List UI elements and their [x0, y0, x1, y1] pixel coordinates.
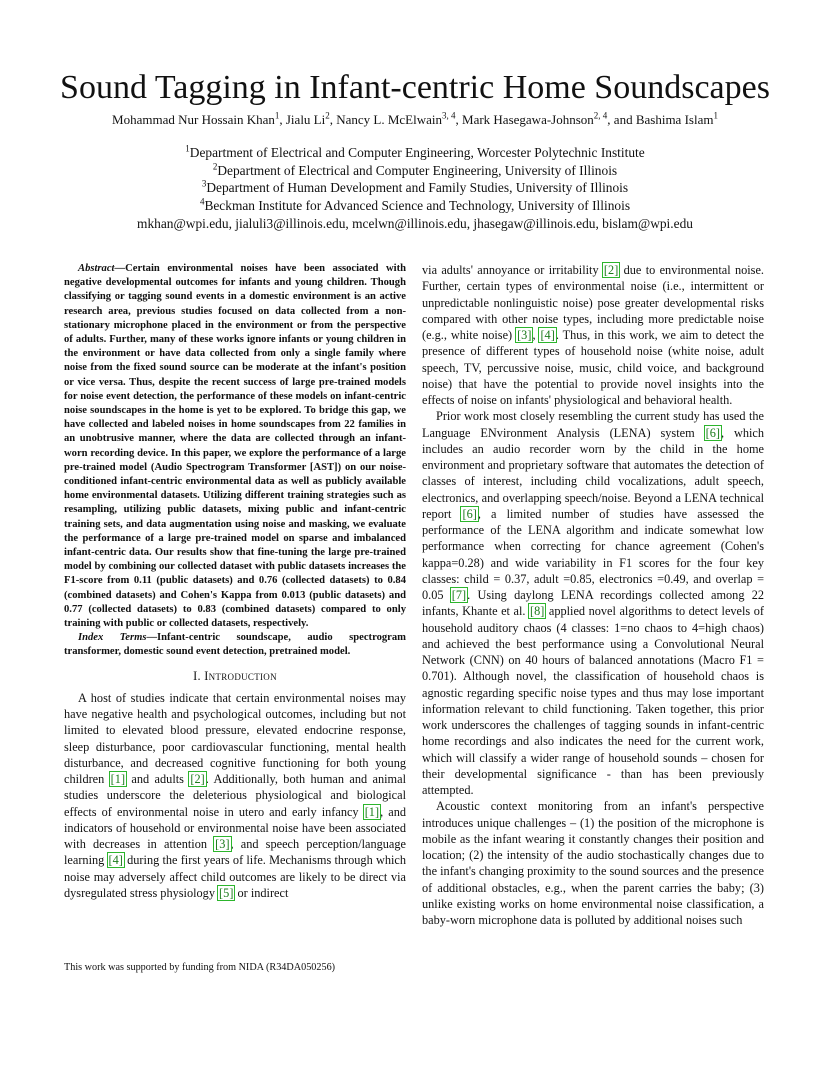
section-title: Introduction: [204, 668, 277, 683]
body-text: , and speech perception/language learning: [64, 837, 406, 868]
affiliation-text: Department of Electrical and Computer Engineering, Worcester Polytechnic Institute: [189, 145, 645, 160]
citation-number[interactable]: 8: [534, 604, 541, 619]
body-text: due to environmental noise. Further, certain types of environmental noise (i.e., intermittent or unpredictable nonlinguistic noise) pose greater developmental risks compared with other noise types, including more predictable noise (e.g., white noise): [422, 263, 764, 342]
affiliation-text: Department of Electrical and Computer Engineering, University of Illinois: [217, 162, 618, 178]
body-text: A host of studies indicate that certain environmental noises may have negative health and psychological outcomes, including but not limited to elevated blood pressure, elevated endocrine response, sleep disturbance, poor cardiovascular functioning, mental health disturbance, and decreased cognitive functioning for both young children: [64, 690, 406, 787]
body-paragraph: [422, 262, 764, 408]
author-name: Jialu Li: [285, 112, 326, 127]
abstract: Abstract—Certain environmental noises have been associated with negative developmental outcomes for infants and young children. Though classifying or tagging sound events in a domestic environment is an active research area, previous studies focused on data collected from a non-stationary microphone placed in the environment or from the perspective of adults. Further, many of these works ignore infants or young children in the environment or have data collected from only a single family where noise from the fixed sound source can be moderate at the infant's position or vice versa. Thus, despite the recent success of large pre-trained models for noise event detection, the performance of these models on infant-centric noise soundscapes in the home is yet to be explored. To bridge this gap, we have collected and labeled noises in home soundscapes from 22 families in an unobtrusive manner, where the data are collected through an infant-worn recording device. In this paper, we explore the performance of a large pre-trained model (Audio Spectrogram Transformer [AST]) on our noise-conditioned infant-centric environmental data as well as publicly available home environmental datasets. Utilizing different training strategies such as resampling, utilizing public datasets, mixing public and infant-centric training sets, and data augmentation using noise and masking, we evaluate the performance of a large pre-trained model on sparse and imbalanced infant-centric data. Our results show that fine-tuning the large pre-trained model by combining our collected dataset with public datasets increases the F1-score from 0.11 (public datasets) and 0.76 (collected datasets) to 0.84 (combined datasets) and Cohen's Kappa from 0.013 (public datasets) and 0.77 (collected datasets) to 0.83 (combined datasets) compared to only training with public or collected datasets, respectively.: [64, 263, 406, 630]
left-column: [64, 262, 406, 901]
citation-link[interactable]: [5]: [219, 885, 234, 900]
affiliation-line: [60, 197, 770, 215]
abstract-lead: Abstract: [78, 263, 115, 274]
index-terms-lead: Index Terms: [78, 632, 147, 644]
affiliation-line: [60, 179, 770, 197]
affiliation-number: 1: [185, 143, 190, 154]
affiliation-text: Beckman Institute for Advanced Science and Technology, University of Illinois: [204, 198, 631, 214]
right-column: [422, 262, 764, 928]
body-text: via adults' annoyance or irritability: [422, 263, 603, 277]
citation-number[interactable]: 6: [466, 506, 473, 521]
body-paragraph: [422, 408, 764, 798]
author-name: Mohammad Nur Hossain Khan: [112, 112, 275, 127]
author-affiliation-mark: 3, 4: [442, 110, 456, 121]
body-paragraph: [422, 798, 764, 928]
citation-number[interactable]: 1: [114, 772, 121, 787]
index-terms: Index Terms—Infant-centric soundscape, audio spectrogram transformer, domestic sound event detection, pretrained model.: [64, 632, 406, 658]
citation-link[interactable]: [4]: [108, 853, 123, 868]
author-list: Mohammad Nur Hossain Khan$^1$, Jialu Li$^2$, Nancy L. McElwain$^{3, 4}$, Mark Hasegawa-Johnson$^{2, 4}$, and Bashima Islam$^1$: [112, 110, 718, 127]
citation-number[interactable]: 5: [223, 885, 230, 900]
section-heading-introduction: [64, 668, 406, 684]
citation-number[interactable]: 3: [521, 328, 528, 342]
citation-number[interactable]: 4: [544, 328, 551, 342]
affiliation-number: 2: [212, 161, 218, 172]
citation-link[interactable]: [6]: [462, 506, 477, 521]
arxiv-identifier-stamp: [20, 292, 60, 692]
author-name: Bashima Islam: [635, 112, 714, 127]
author-affiliation-mark: 2, 4: [593, 110, 608, 121]
body-text: applied novel algorithms to detect levels of household auditory chaos (4 classes: 1=no chaos to 4=high chaos) and achieved the best performance using a Convolutional Neural Network (CNN) on 40 hours of balanced annotations (Macro F1 = 0.701). Although novel, the classification of household chaos is agnostic regarding specific noise types and thus may lose important information relevant to child functioning. Taken together, this prior work underscores the challenges of tagging sounds in infant-centric home recordings and also indicates the need for the current work, which will classify a wider range of household sounds – chosen for their developmental significance - than has been previously attempted.: [422, 604, 764, 797]
author-name: Nancy L. McElwain: [336, 112, 443, 127]
citation-number[interactable]: 7: [455, 588, 463, 602]
intro-paragraph: [64, 690, 406, 901]
section-numeral: I.: [193, 668, 201, 683]
body-text: ,: [532, 328, 540, 342]
citation-link[interactable]: [6]: [705, 425, 720, 440]
email-list: mkhan@wpi.edu, jialuli3@illinois.edu, mcelwn@illinois.edu, jhasegaw@illinois.edu, bislam@wpi.edu: [137, 215, 693, 231]
body-text: and adults: [126, 772, 190, 787]
body-text: Acoustic context monitoring from an infant's perspective introduces unique challenges – (1) the position of the microphone is mobile as the infant wearing it constantly changes their position and location; (2) the intensity of the audio stochastically changes due to the infant's changing proximity to the sound sources and the presence of additional obstacles, e.g., when the parent carries the baby; (3) unlike existing works on home environmental noise classification, a baby-worn microphone data is polluted by additional noises such: [422, 799, 764, 927]
body-text: during the first years of life. Mechanisms through which noise may adversely affect child outcomes are likely to be direct via dysregulated stress physiology: [64, 853, 406, 900]
author-affiliation-mark: 2: [325, 110, 330, 121]
index-terms-text: Infant-centric soundscape, audio spectrogram transformer, domestic sound event detection, pretrained model.: [64, 632, 406, 658]
citation-link[interactable]: [1]: [110, 772, 126, 787]
citation-link[interactable]: [3]: [517, 328, 532, 342]
citation-number[interactable]: 2: [608, 263, 615, 277]
body-text: , a limited number of studies have assessed the performance of the LENA algorithm and indicate somewhat low performance when correcting for chance agreement (Cohen's kappa=0.28) and wide variability in F1 scores for the four key classes: child = 0.37, adult =0.85, electronics =0.49, and overlap = 0.05: [422, 506, 765, 602]
citation-link[interactable]: [1]: [364, 804, 380, 819]
abstract-text: Certain environmental noises have been associated with negative developmental outcomes for infants and young children. Though classifying or tagging sound events in a domestic environment is an active research area, previous studies focused on data collected from a non-stationary microphone placed in the environment or from the perspective of adults. Further, many of these works ignore infants or young children in the environment or have data collected from only a single family where noise from the fixed sound source can be moderate at the infant's position or vice versa. Thus, despite the recent success of large pre-trained models for noise event detection, the performance of these models on infant-centric noise soundscapes in the home is yet to be explored. To bridge this gap, we have collected and labeled noises in home soundscapes from 22 families in an unobtrusive manner, where the data are collected through an infant-worn recording device. In this paper, we explore the performance of a large pre-trained model (Audio Spectrogram Transformer [AST]) on our noise-conditioned infant-centric environmental data as well as publicly available home environmental datasets. Utilizing different training strategies such as resampling, utilizing public datasets, mixing public and infant-centric training sets, and data augmentation using noise and masking, we evaluate the performance of a large pre-trained model on sparse and imbalanced infant-centric data. Our results show that fine-tuning the large pre-trained model by combining our collected dataset with public datasets increases the F1-score from 0.11 (public datasets) and 0.76 (collected datasets) to 0.84 (combined datasets) and Cohen's Kappa from 0.013 (public datasets) and 0.77 (collected datasets) to 0.83 (combined datasets) compared to only training with public or collected datasets, respectively.: [64, 263, 406, 630]
citation-number[interactable]: 2: [194, 772, 201, 787]
author-affiliation-mark: 1: [274, 110, 280, 121]
citation-number[interactable]: 3: [219, 837, 226, 852]
citation-number[interactable]: 6: [709, 425, 716, 440]
body-text: . Using daylong LENA recordings collected among 22 infants, Khante et al.: [422, 588, 765, 619]
affiliation-line: [60, 162, 770, 180]
affiliation-text: Department of Human Development and Family Studies, University of Illinois: [206, 180, 629, 196]
affiliation-block: [60, 144, 770, 233]
body-text: , and indicators of household or environmental noise have been associated with decreases in attention: [64, 804, 406, 852]
body-text: or indirect: [234, 885, 289, 900]
affiliation-number: 3: [201, 178, 207, 189]
citation-link[interactable]: [3]: [215, 837, 230, 852]
body-text: . Thus, in this work, we aim to detect the presence of different types of household noise (white noise, adult speech, TV, percussive noise, music, child voice, and background noise) that have the potential to provide novel insights into the effects of noise on infants' physiological and behavioral health.: [422, 328, 764, 407]
funding-footnote: This work was supported by funding from NIDA (R34DA050256): [64, 962, 336, 973]
citation-link[interactable]: [8]: [529, 604, 545, 619]
author-name: Mark Hasegawa-Johnson: [462, 112, 594, 127]
affiliation-line: [60, 144, 770, 162]
body-text: . Additionally, both human and animal studies underscore the deleterious physiological and biological effects of environmental noise in utero and early infancy: [64, 772, 406, 819]
paper-title: Sound Tagging in Infant-centric Home Soundscapes: [60, 69, 770, 106]
citation-link[interactable]: [2]: [603, 263, 619, 277]
citation-link[interactable]: [2]: [190, 772, 205, 787]
body-text: , which includes an audio recorder worn by the child in the home environment and proprietary software that automates the detection of classes of interest, including child vocalizations, adult speech, electronics, and overlapping speech/noise. Beyond a LENA technical report: [422, 425, 765, 521]
author-affiliation-mark: 1: [713, 110, 718, 121]
body-text: Prior work most closely resembling the current study has used the Language ENvironment Analysis (LENA) system: [422, 409, 764, 440]
citation-number[interactable]: 1: [368, 804, 375, 819]
affiliation-number: 4: [199, 196, 205, 207]
citation-link[interactable]: [7]: [451, 588, 467, 602]
citation-number[interactable]: 4: [112, 853, 119, 868]
citation-link[interactable]: [4]: [540, 328, 555, 342]
